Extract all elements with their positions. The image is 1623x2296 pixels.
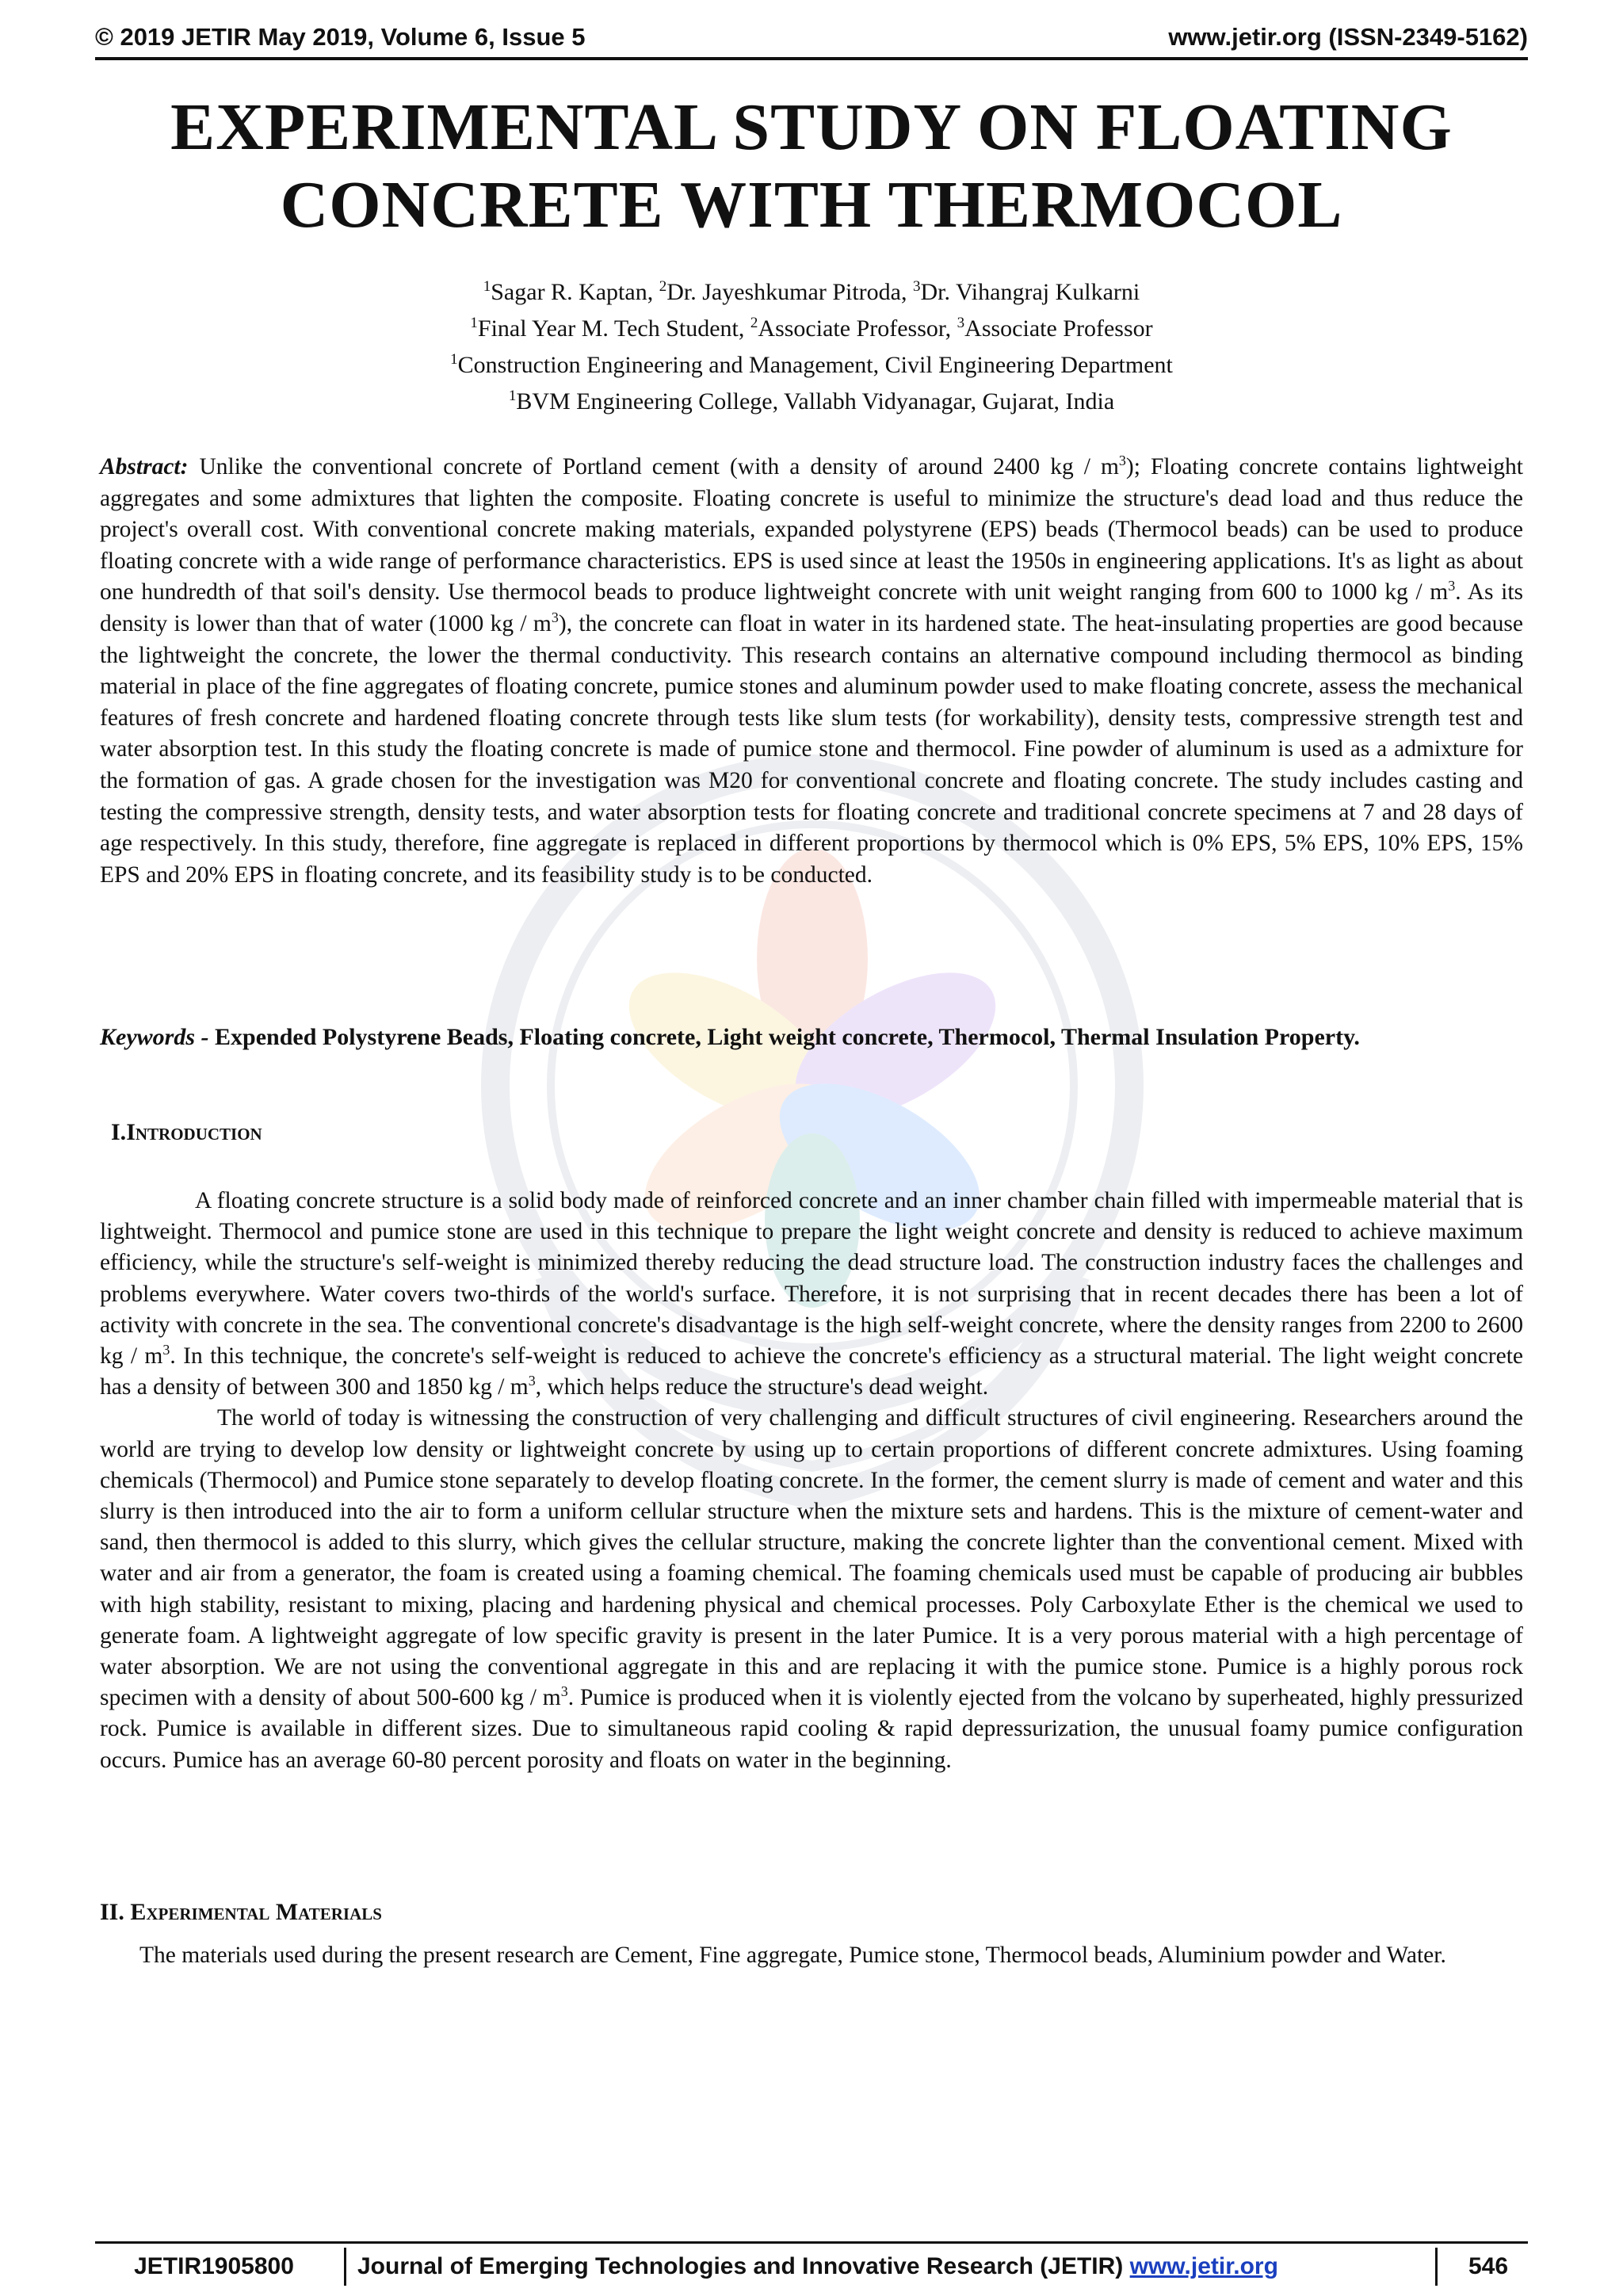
materials-number: II. — [100, 1899, 131, 1925]
author-roles — [111, 311, 1512, 347]
role-1-sup: 1 — [470, 315, 478, 331]
section-heading-materials — [100, 1899, 382, 1926]
footer-article-id: JETIR1905800 — [134, 2253, 294, 2279]
section-heading-introduction — [111, 1119, 262, 1146]
role-3: Associate Professor — [964, 315, 1153, 342]
intro-p1-sup-1: 3 — [162, 1342, 170, 1358]
paper-title-line-2: CONCRETE WITH THERMOCOL — [280, 168, 1343, 242]
author-names — [111, 274, 1512, 311]
author-1: Sagar R. Kaptan, — [491, 279, 659, 305]
abstract-text-1: Unlike the conventional concrete of Portland cement (with a density of around 2400 kg / m — [199, 454, 1119, 479]
role-2-sup: 2 — [750, 315, 758, 331]
abstract-sup-1: 3 — [1118, 453, 1126, 469]
abstract-label: Abstract: — [100, 454, 189, 479]
role-1: Final Year M. Tech Student, — [477, 315, 750, 342]
paper-title-line-1: EXPERIMENTAL STUDY ON FLOATING — [170, 90, 1453, 164]
header-journal-info: © 2019 JETIR May 2019, Volume 6, Issue 5 — [95, 23, 586, 51]
running-header — [95, 17, 1528, 57]
keywords-text: Expended Polystyrene Beads, Floating concrete, Light weight concrete, Thermocol, Thermal Insulation Property. — [215, 1024, 1360, 1050]
paper-title — [111, 89, 1512, 244]
footer-journal-name — [357, 2253, 1424, 2280]
introduction-number: I. — [111, 1119, 127, 1145]
intro-p1-text-b: . In this technique, the concrete's self-weight is reduced to achieve the concrete's efficiency as a structural material. The light weight concrete has a density of between 300 and 1850 kg / m — [100, 1343, 1523, 1400]
page-number: 546 — [1468, 2253, 1509, 2279]
intro-p2-text-b: . Pumice is produced when it is violently ejected from the volcano by superheated, highly pressurized rock. Pumice is available in different sizes. Due to simultaneous rapid cooling & rapid depressurization, the unusual foamy pumice configuration occurs. Pumice has an average 60-80 percent porosity and floats on water in the beginning. — [100, 1685, 1523, 1773]
introduction-paragraph-1 — [100, 1186, 1523, 1403]
keywords-label: Keywords - — [100, 1024, 215, 1050]
role-3-sup: 3 — [957, 315, 965, 331]
abstract-sup-2: 3 — [1448, 578, 1456, 594]
intro-p2-text-a: The world of today is witnessing the construction of very challenging and difficult structures of civil engineering. Researchers around the world are trying to develop low density or lightweight concrete by using up to certain proportions of different concrete admixtures. Using foaming chemicals (Thermocol) and Pumice stone separately to develop floating concrete. In the former, the cement slurry is made of cement and water and this slurry is then introduced into the air to form a uniform cellular structure when the mixture sets and hardens. This is the mixture of cement-water and sand, then thermocol is added to this slurry, which gives the cellular structure, making the concrete lighter than the conventional cement. Mixed with water and air from a generator, the foam is created using a foaming chemical. The foaming chemicals used must be capable of producing air bubbles with high stability, resistant to mixing, placing and hardening physical and chemical processes. Poly Carboxylate Ether is the chemical we used to generate foam. A lightweight aggregate of low specific gravity is present in the later Pumice. It is a very porous material with a high percentage of water absorption. We are not using the conventional aggregate in this and are replacing it with the pumice stone. Pumice is a highly porous rock specimen with a density of about 500-600 kg / m — [100, 1405, 1523, 1711]
college-sup: 1 — [508, 388, 517, 404]
introduction-heading: Introduction — [126, 1119, 262, 1145]
role-2: Associate Professor, — [758, 315, 957, 342]
author-3: Dr. Vihangraj Kulkarni — [920, 279, 1140, 305]
abstract — [100, 452, 1523, 891]
footer-separator-2 — [1435, 2248, 1438, 2286]
footer-separator — [344, 2248, 346, 2286]
materials-heading: Experimental Materials — [130, 1899, 382, 1925]
running-footer — [95, 2248, 1528, 2286]
abstract-text-3: . As its density is lower than that of water (1000 kg / m — [100, 579, 1524, 636]
author-college — [111, 384, 1512, 420]
department-sup: 1 — [450, 351, 458, 368]
footer-rule — [95, 2241, 1528, 2244]
introduction-body — [100, 1186, 1523, 1776]
introduction-paragraph-2 — [100, 1403, 1523, 1775]
intro-p2-sup: 3 — [560, 1683, 568, 1700]
header-rule — [95, 57, 1528, 60]
abstract-sup-3: 3 — [551, 609, 559, 626]
abstract-text-2: ); Floating concrete contains lightweight aggregates and some admixtures that lighten the composite. Floating concrete is useful to minimize the structure's dead load and thus reduce the project's overall cost. With conventional concrete making materials, expanded polystyrene (EPS) beads (Thermocol beads) can be used to produce floating concrete with a wide range of performance characteristics. EPS is used since at least the 1950s in engineering applications. It's as light as about one hundredth of that soil's density. Use thermocol beads to produce lightweight concrete with unit weight ranging from 600 to 1000 kg / m — [100, 454, 1523, 606]
department: Construction Engineering and Management, Civil Engineering Department — [457, 352, 1173, 378]
footer-journal-text: Journal of Emerging Technologies and Innovative Research (JETIR) — [357, 2253, 1130, 2279]
intro-p1-sup-2: 3 — [528, 1373, 536, 1389]
author-3-sup: 3 — [912, 278, 921, 295]
intro-p1-text-c: , which helps reduce the structure's dead weight. — [535, 1374, 989, 1400]
author-department — [111, 347, 1512, 384]
author-block — [111, 274, 1512, 420]
materials-paragraph: The materials used during the present research are Cement, Fine aggregate, Pumice stone, Thermocol beads, Aluminium powder and Water. — [139, 1943, 1446, 1968]
author-2: Dr. Jayeshkumar Pitroda, — [666, 279, 913, 305]
college: BVM Engineering College, Vallabh Vidyanagar, Gujarat, India — [516, 388, 1115, 415]
author-2-sup: 2 — [659, 278, 667, 295]
intro-p1-text-a: A floating concrete structure is a solid body made of reinforced concrete and an inner chamber chain filled with impermeable material that is lightweight. Thermocol and pumice stone are used in this technique to prepare the light weight concrete and density is reduced to achieve maximum efficiency, while the structure's self-weight is minimized thereby reducing the dead structure load. The construction industry faces the challenges and problems everywhere. Water covers two-thirds of the world's surface. Therefore, it is not surprising that in recent decades there has been a lot of activity with concrete in the sea. The conventional concrete's disadvantage is the high self-weight concrete, where the density ranges from 2200 to 2600 kg / m — [100, 1188, 1523, 1370]
footer-website-link[interactable]: www.jetir.org — [1129, 2253, 1278, 2279]
header-website-issn: www.jetir.org (ISSN-2349-5162) — [1168, 23, 1528, 51]
keywords — [100, 1019, 1523, 1056]
abstract-text-4: ), the concrete can float in water in its hardened state. The heat-insulating properties are good because the lightweight the concrete, the lower the thermal conductivity. This research contains an alternative compound including thermocol as binding material in place of the fine aggregates of floating concrete, pumice stones and aluminum powder used to make floating concrete, assess the mechanical features of fresh concrete and hardened floating concrete through tests like slum tests (for workability), density tests, compressive strength test and water absorption test. In this study the floating concrete is made of pumice stone and thermocol. Fine powder of aluminum is used as a admixture for the formation of gas. A grade chosen for the investigation was M20 for conventional concrete and floating concrete. The study includes casting and testing the compressive strength, density tests, and water absorption tests for floating concrete and traditional concrete specimens at 7 and 28 days of age respectively. In this study, therefore, fine aggregate is replaced in different proportions by thermocol which is 0% EPS, 5% EPS, 10% EPS, 15% EPS and 20% EPS in floating concrete, and its feasibility study is to be conducted. — [100, 610, 1523, 888]
author-1-sup: 1 — [483, 278, 491, 295]
